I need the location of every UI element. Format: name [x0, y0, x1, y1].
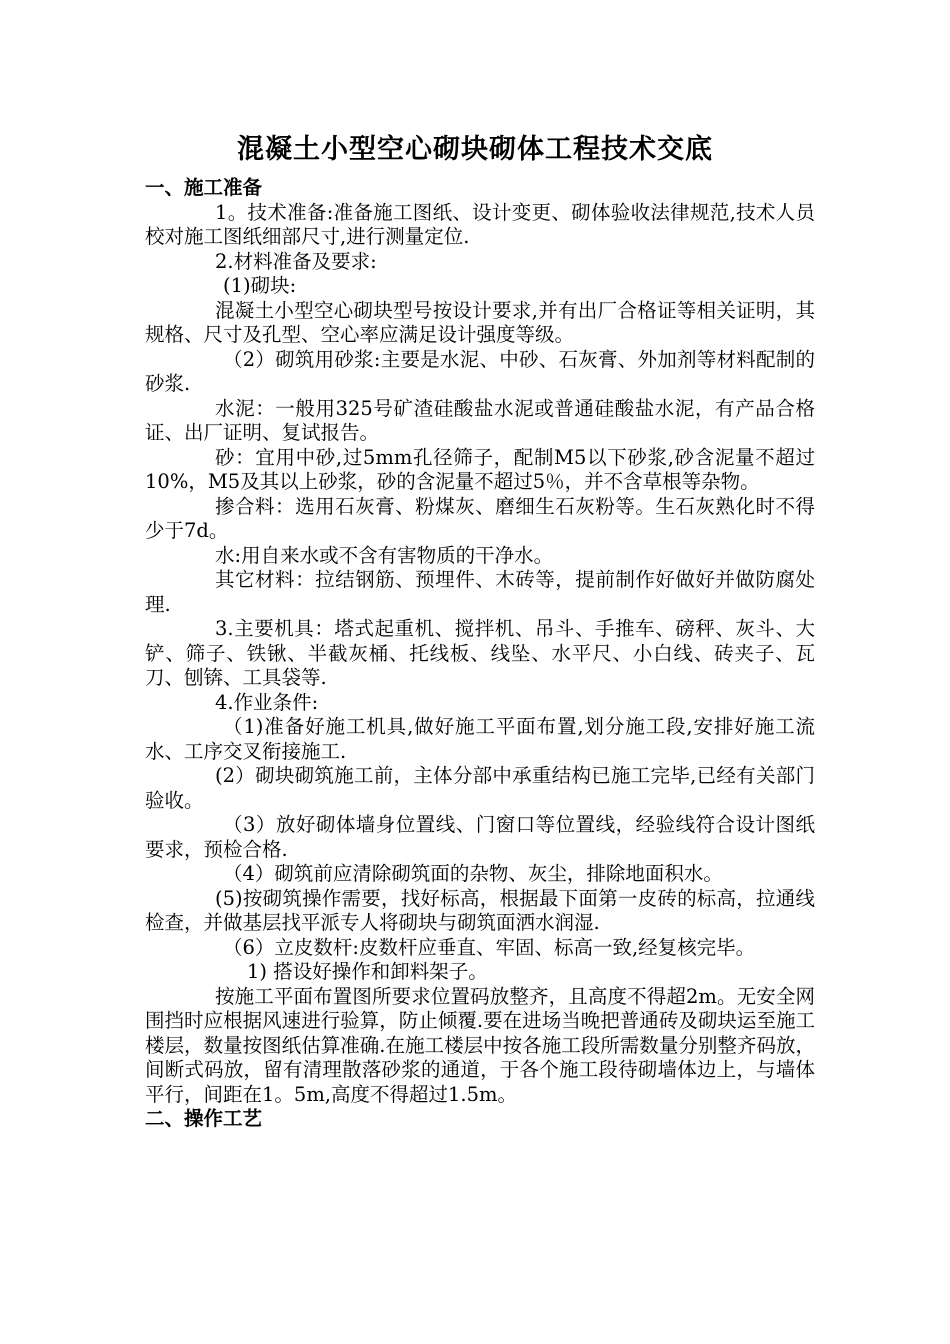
paragraph-other-materials: 其它材料：拉结钢筋、预埋件、木砖等，提前制作好做好并做防腐处理.: [145, 568, 815, 616]
paragraph-condition-6: （6）立皮数杆:皮数杆应垂直、牢固、标高一致,经复核完毕。: [223, 935, 756, 959]
paragraph-condition-3: （3）放好砌体墙身位置线、门窗口等位置线，经验线符合设计图纸要求，预检合格.: [145, 813, 815, 861]
paragraph-condition-5: (5)按砌筑操作需要，找好标高，根据最下面第一皮砖的标高，拉通线检查，并做基层找平派专人将砌块与砌筑面洒水润湿.: [145, 886, 815, 934]
document-title: 混凝土小型空心砌块砌体工程技术交底: [237, 134, 713, 165]
paragraph-water: 水:用自来水或不含有害物质的干净水。: [215, 543, 554, 567]
paragraph-scaffold: 1) 搭设好操作和卸料架子。: [247, 960, 488, 983]
section-heading-preparation: 一、施工准备: [145, 176, 263, 199]
paragraph-cement: 水泥：一般用325号矿渣硅酸盐水泥或普通硅酸盐水泥，有产品合格证、出厂证明、复试报告。: [145, 396, 815, 444]
paragraph-sand: 砂：宜用中砂,过5mm孔径筛子，配制M5以下砂浆,砂含泥量不超过10%，M5及其以上砂浆，砂的含泥量不超过5％，并不含草根等杂物。: [145, 445, 815, 493]
paragraph-work-conditions: 4.作业条件:: [215, 690, 319, 714]
paragraph-condition-1: （1)准备好施工机具,做好施工平面布置,划分施工段,安排好施工流水、工序交叉衔接施工.: [145, 715, 815, 763]
paragraph-technical-prep: 1。技术准备:准备施工图纸、设计变更、砌体验收法律规范,技术人员校对施工图纸细部尺寸,进行测量定位.: [145, 200, 815, 248]
paragraph-block-heading: (1)砌块:: [223, 274, 297, 297]
paragraph-condition-2: (2）砌块砌筑施工前，主体分部中承重结构已施工完毕,已经有关部门验收。: [145, 764, 815, 812]
paragraph-block-spec: 混凝土小型空心砌块型号按设计要求,并有出厂合格证等相关证明，其规格、尺寸及孔型、空心率应满足设计强度等级。: [145, 298, 815, 346]
paragraph-mortar: （2）砌筑用砂浆:主要是水泥、中砂、石灰膏、外加剂等材料配制的砂浆.: [145, 347, 815, 395]
paragraph-admixture: 掺合料：选用石灰膏、粉煤灰、磨细生石灰粉等。生石灰熟化时不得少于7d。: [145, 494, 815, 542]
paragraph-condition-4: （4）砌筑前应清除砌筑面的杂物、灰尘，排除地面积水。: [223, 862, 723, 885]
paragraph-main-tools: 3.主要机具：塔式起重机、搅拌机、吊斗、手推车、磅秤、灰斗、大铲、筛子、铁锹、半截灰桶、托线板、线坠、水平尺、小白线、砖夹子、瓦刀、刨锛、工具袋等.: [145, 617, 815, 689]
document-body: [145, 176, 815, 1132]
section-heading-operation: 二、操作工艺: [145, 1107, 263, 1130]
paragraph-stacking: 按施工平面布置图所要求位置码放整齐，且高度不得超2m。无安全网围挡时应根据风速进行验算，防止倾覆.要在进场当晚把普通砖及砌块运至施工楼层，数量按图纸估算准确.在施工楼层中按各施工段所需数量分别整齐码放，间断式码放，留有清理散落砂浆的通道，于各个施工段待砌墙体边上，与墙体平行，间距在1。5m,高度不得超过1.5m。: [145, 984, 815, 1106]
paragraph-material-prep: 2.材料准备及要求:: [215, 249, 377, 273]
